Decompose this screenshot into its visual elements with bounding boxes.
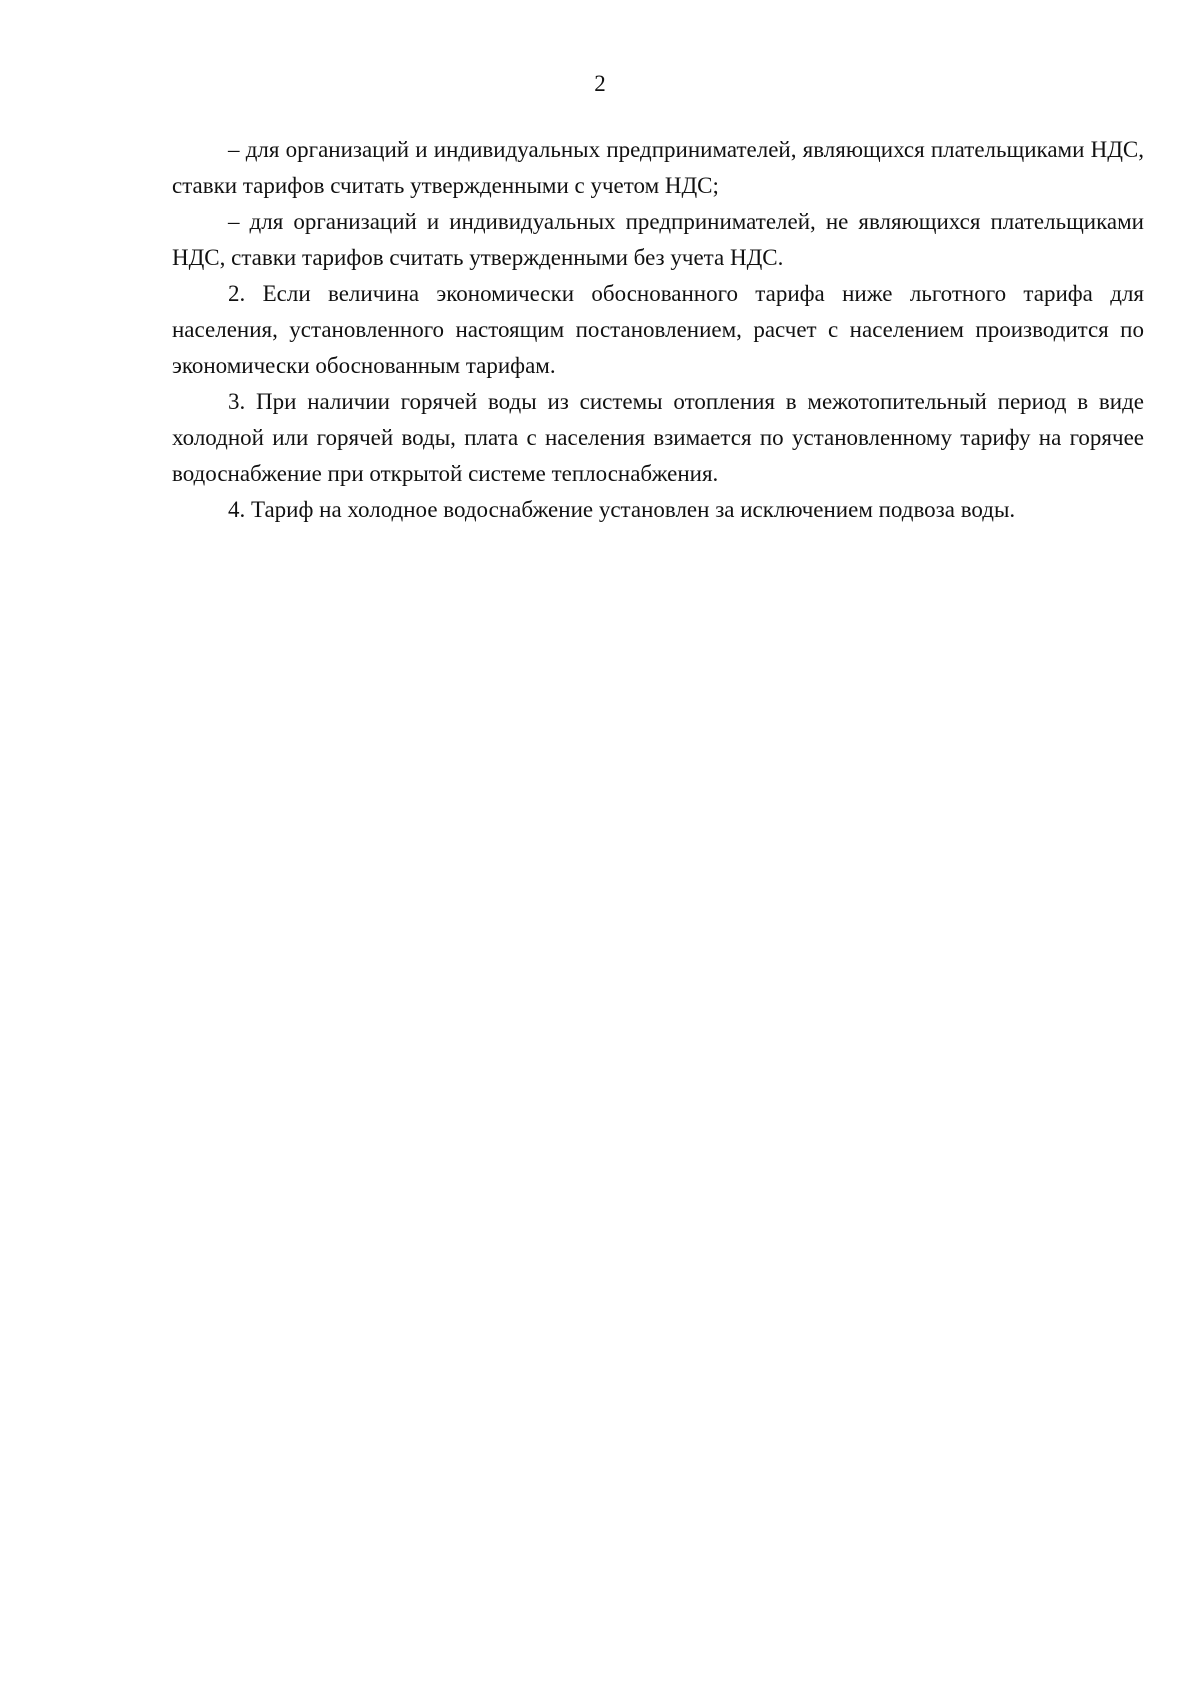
paragraph-non-vat-payers: – для организаций и индивидуальных предпринимателей, не являющихся плательщиками НДС, ставки тарифов считать утвержденными без учета НДС. — [172, 209, 1144, 270]
paragraph-vat-payers: – для организаций и индивидуальных предпринимателей, являющихся плательщиками НДС, ставки тарифов считать утвержденными с учетом НДС; — [172, 137, 1144, 198]
page-number: 2 — [594, 71, 606, 96]
paragraph-item-2: 2. Если величина экономически обоснованного тарифа ниже льготного тарифа для населения, установленного настоящим постановлением, расчет с населением производится по экономически обоснованным тарифам. — [172, 281, 1144, 378]
paragraph-item-4: 4. Тариф на холодное водоснабжение установлен за исключением подвоза воды. — [228, 497, 1016, 522]
document-body — [172, 132, 1144, 528]
paragraph-item-3: 3. При наличии горячей воды из системы отопления в межотопительный период в виде холодной или горячей воды, плата с населения взимается по установленному тарифу на горячее водоснабжение при открытой системе теплоснабжения. — [172, 389, 1144, 486]
